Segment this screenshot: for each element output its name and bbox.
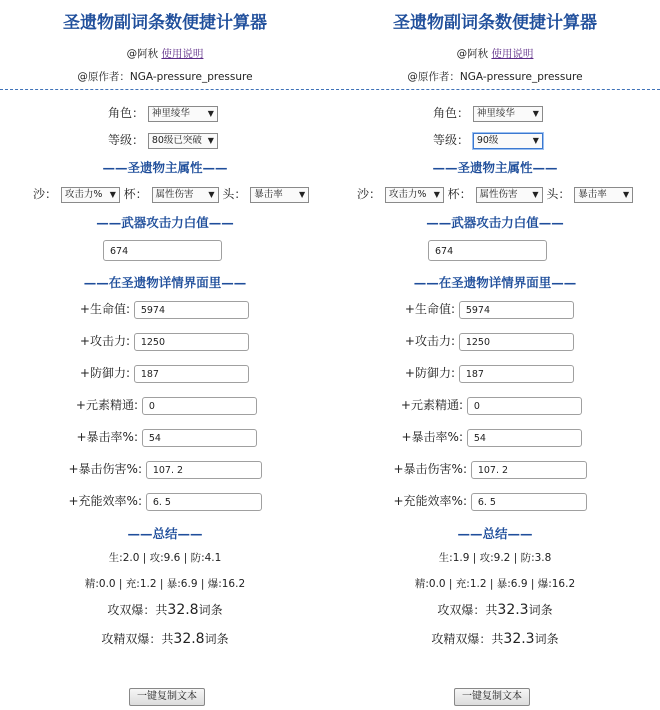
double-crit-suffix: 词条	[198, 603, 223, 617]
page-title: 圣遗物副词条数便捷计算器	[63, 13, 267, 33]
sand-label: 沙：	[357, 187, 382, 201]
level-row	[433, 131, 543, 149]
cup-select[interactable]	[152, 187, 219, 203]
em-row	[385, 396, 582, 415]
crit-rate-row	[385, 428, 582, 447]
character-select[interactable]	[148, 106, 218, 122]
level-select[interactable]	[473, 133, 543, 149]
crit-dmg-row	[60, 460, 262, 479]
em-input[interactable]: 0	[467, 397, 582, 415]
manual-link[interactable]: 使用说明	[491, 48, 534, 60]
sand-value: 攻击力%	[388, 188, 427, 200]
summary-line-2: 精:0.0 | 充:1.2 | 暴:6.9 | 爆:16.2	[414, 578, 576, 590]
chevron-down-icon: ▼	[207, 108, 214, 118]
credit-line	[330, 46, 660, 61]
crit-rate-input[interactable]: 54	[467, 429, 582, 447]
energy-recharge-row	[60, 492, 262, 511]
energy-recharge-input[interactable]: 6. 5	[146, 493, 262, 511]
crit-rate-label: +暴击率%:	[76, 430, 138, 444]
credit-prefix: @阿秋	[126, 48, 159, 60]
hp-input[interactable]: 5974	[134, 301, 249, 319]
sand-select[interactable]	[385, 187, 444, 203]
main-stat-row	[33, 185, 309, 203]
weapon-row	[428, 240, 547, 261]
manual-link[interactable]: 使用说明	[161, 48, 204, 60]
double-crit-value: 32.8	[167, 602, 199, 618]
level-row	[108, 131, 218, 149]
energy-recharge-row	[385, 492, 587, 511]
energy-recharge-label: +充能效率%:	[393, 494, 467, 508]
summary-line-1: 生:1.9 | 攻:9.2 | 防:3.8	[438, 552, 552, 564]
author-line: @原作者：NGA-pressure_pressure	[77, 71, 253, 83]
copy-text-button[interactable]: 一键复制文本	[454, 688, 530, 706]
cup-label: 杯：	[123, 187, 148, 201]
summary-line-2: 精:0.0 | 充:1.2 | 暴:6.9 | 爆:16.2	[84, 578, 246, 590]
character-label: 角色：	[108, 106, 145, 120]
crit-dmg-label: +暴击伤害%:	[393, 462, 467, 476]
level-label: 等级：	[433, 133, 470, 147]
chevron-down-icon: ▼	[532, 135, 539, 145]
chevron-down-icon: ▼	[299, 189, 306, 199]
hp-row	[385, 300, 574, 319]
double-crit-total	[330, 601, 660, 618]
character-value: 神里绫华	[151, 107, 190, 119]
def-input[interactable]: 187	[134, 365, 249, 383]
sand-value: 攻击力%	[64, 188, 103, 200]
chevron-down-icon: ▼	[207, 135, 214, 145]
atk-em-crit-prefix: 攻精双爆：共	[101, 632, 174, 646]
double-crit-total	[0, 601, 330, 618]
hp-input[interactable]: 5974	[459, 301, 574, 319]
cup-label: 杯：	[447, 187, 472, 201]
head-select[interactable]	[574, 187, 633, 203]
character-select[interactable]	[473, 106, 543, 122]
def-label: +防御力:	[79, 366, 130, 380]
head-label: 头：	[546, 187, 571, 201]
weapon-row	[103, 240, 222, 261]
energy-recharge-label: +充能效率%:	[68, 494, 142, 508]
atk-em-crit-value: 32.8	[173, 631, 205, 647]
atk-row	[385, 332, 574, 351]
double-crit-suffix: 词条	[528, 603, 553, 617]
cup-select[interactable]	[476, 187, 543, 203]
level-value: 90级	[476, 134, 499, 146]
summary-heading: ——总结——	[457, 526, 533, 541]
weapon-heading: ——武器攻击力白值——	[426, 215, 564, 230]
energy-recharge-input[interactable]: 6. 5	[471, 493, 587, 511]
em-row	[60, 396, 257, 415]
atk-em-crit-total	[0, 630, 330, 647]
character-row	[108, 104, 218, 122]
def-input[interactable]: 187	[459, 365, 574, 383]
chevron-down-icon: ▼	[623, 189, 630, 199]
character-value: 神里绫华	[476, 107, 515, 119]
def-row	[60, 364, 249, 383]
detail-heading: ——在圣遗物详情界面里——	[83, 275, 247, 290]
level-value: 80级已突破	[151, 134, 202, 146]
hp-label: +生命值:	[404, 302, 455, 316]
detail-heading: ——在圣遗物详情界面里——	[413, 275, 577, 290]
def-label: +防御力:	[404, 366, 455, 380]
crit-rate-input[interactable]: 54	[142, 429, 257, 447]
chevron-down-icon: ▼	[433, 189, 440, 199]
em-label: +元素精通:	[400, 398, 463, 412]
double-crit-prefix: 攻双爆：共	[437, 603, 498, 617]
summary-line-1: 生:2.0 | 攻:9.6 | 防:4.1	[108, 552, 222, 564]
level-select[interactable]	[148, 133, 218, 149]
head-label: 头：	[222, 187, 247, 201]
double-crit-value: 32.3	[497, 602, 529, 618]
atk-em-crit-suffix: 词条	[534, 632, 559, 646]
atk-input[interactable]: 1250	[134, 333, 249, 351]
cup-value: 属性伤害	[479, 188, 518, 200]
atk-input[interactable]: 1250	[459, 333, 574, 351]
crit-dmg-input[interactable]: 107. 2	[146, 461, 262, 479]
head-value: 暴击率	[254, 188, 283, 200]
weapon-atk-input[interactable]: 674	[428, 240, 547, 261]
copy-text-button[interactable]: 一键复制文本	[129, 688, 205, 706]
def-row	[385, 364, 574, 383]
crit-dmg-label: +暴击伤害%:	[68, 462, 142, 476]
chevron-down-icon: ▼	[208, 189, 215, 199]
main-stat-heading: ——圣遗物主属性——	[432, 160, 558, 175]
weapon-heading: ——武器攻击力白值——	[96, 215, 234, 230]
atk-em-crit-prefix: 攻精双爆：共	[431, 632, 504, 646]
character-label: 角色：	[433, 106, 470, 120]
hp-label: +生命值:	[79, 302, 130, 316]
sand-select[interactable]	[61, 187, 120, 203]
credit-prefix: @阿秋	[456, 48, 489, 60]
credit-line	[0, 46, 330, 61]
main-stat-heading: ——圣遗物主属性——	[102, 160, 228, 175]
head-value: 暴击率	[578, 188, 607, 200]
summary-heading: ——总结——	[127, 526, 203, 541]
sand-label: 沙：	[33, 187, 58, 201]
character-row	[433, 104, 543, 122]
main-stat-row	[357, 185, 633, 203]
page-title: 圣遗物副词条数便捷计算器	[393, 13, 597, 33]
chevron-down-icon: ▼	[532, 189, 539, 199]
atk-label: +攻击力:	[404, 334, 455, 348]
atk-em-crit-total	[330, 630, 660, 647]
calculator-panel-right	[330, 0, 660, 710]
author-line: @原作者：NGA-pressure_pressure	[407, 71, 583, 83]
hp-row	[60, 300, 249, 319]
head-select[interactable]	[250, 187, 309, 203]
chevron-down-icon: ▼	[532, 108, 539, 118]
crit-rate-label: +暴击率%:	[401, 430, 463, 444]
cup-value: 属性伤害	[155, 188, 194, 200]
weapon-atk-input[interactable]: 674	[103, 240, 222, 261]
atk-em-crit-value: 32.3	[503, 631, 535, 647]
chevron-down-icon: ▼	[109, 189, 116, 199]
em-input[interactable]: 0	[142, 397, 257, 415]
crit-dmg-input[interactable]: 107. 2	[471, 461, 587, 479]
atk-em-crit-suffix: 词条	[204, 632, 229, 646]
em-label: +元素精通:	[75, 398, 138, 412]
crit-dmg-row	[385, 460, 587, 479]
double-crit-prefix: 攻双爆：共	[107, 603, 168, 617]
level-label: 等级：	[108, 133, 145, 147]
atk-row	[60, 332, 249, 351]
crit-rate-row	[60, 428, 257, 447]
atk-label: +攻击力:	[79, 334, 130, 348]
